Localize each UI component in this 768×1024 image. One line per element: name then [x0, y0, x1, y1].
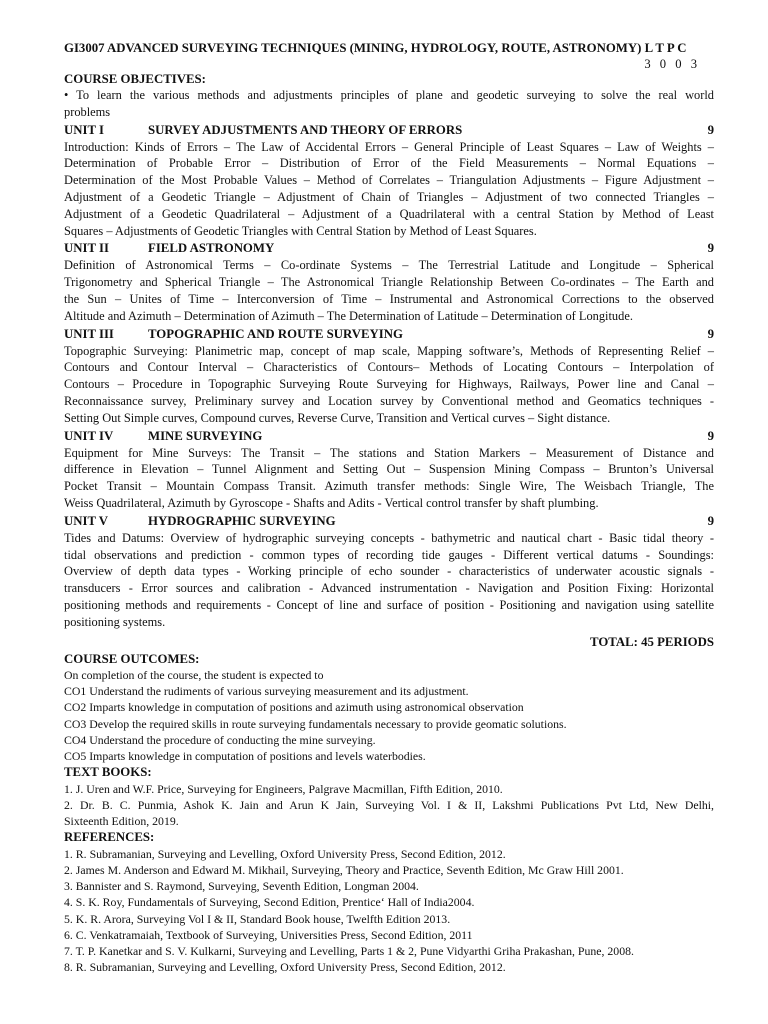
unit-content-line: positioning systems. [64, 614, 166, 629]
unit-number: UNIT IV [64, 428, 114, 443]
unit-content-line: Contours – Procedure in Topographic Surveying Route Surveying for Highways, Railways, Power line and Canal – [64, 377, 714, 392]
textbooks-heading: TEXT BOOKS: [64, 765, 152, 780]
unit-heading [64, 122, 714, 139]
unit-name: FIELD ASTRONOMY [148, 241, 275, 256]
unit-content [64, 530, 714, 631]
unit-content-line: Adjustment of a Geodetic Quadrilateral – Adjustment of a Quadrilateral with a central Station by Method of Least [64, 206, 714, 221]
unit-hours: 9 [707, 326, 714, 341]
unit-heading [64, 513, 714, 530]
outcome-item: CO4 Understand the procedure of conducting the mine surveying. [64, 732, 376, 747]
unit-hours: 9 [707, 513, 714, 528]
unit-number: UNIT II [64, 241, 109, 256]
unit-content [64, 139, 714, 240]
unit-number: UNIT III [64, 326, 114, 341]
unit-heading [64, 240, 714, 257]
reference-item: 7. T. P. Kanetkar and S. V. Kulkarni, Surveying and Levelling, Parts 1 & 2, Pune Vidyarthi Griha Prakashan, Pune, 2008. [64, 944, 634, 959]
textbook-item-cont: Sixteenth Edition, 2019. [64, 814, 179, 829]
reference-item: 2. James M. Anderson and Edward M. Mikhail, Surveying, Theory and Practice, Seventh Edition, Mc Graw Hill 2001. [64, 863, 624, 878]
unit-number: UNIT V [64, 513, 108, 528]
syllabus-page [64, 40, 714, 975]
unit-content [64, 343, 714, 427]
unit-content-line: Altitude and Azimuth – Determination of Azimuth – The Determination of Latitude – Determination of Longitude. [64, 308, 633, 323]
outcomes-heading: COURSE OUTCOMES: [64, 651, 200, 666]
unit-heading [64, 428, 714, 445]
ltpc-values: 3 0 0 3 [644, 56, 700, 71]
unit-content-line: Overview of depth data types - Working principle of echo sounder - characteristics of underwater acoustic signals - [64, 564, 714, 579]
unit-hours: 9 [707, 122, 714, 137]
unit-content-line: Reconnaissance survey, Preliminary survey and Location survey by Conventional method and Geomatics techniques - [64, 393, 714, 408]
unit-content-line: Topographic Surveying: Planimetric map, concept of map scale, Mapping software’s, Methods of Representing Relief – [64, 343, 714, 358]
reference-item: 3. Bannister and S. Raymond, Surveying, Seventh Edition, Longman 2004. [64, 879, 419, 894]
reference-item: 6. C. Venkatramaiah, Textbook of Surveying, Universities Press, Second Edition, 2011 [64, 927, 473, 942]
outcome-item: CO2 Imparts knowledge in computation of positions and azimuth using astronomical observation [64, 700, 524, 715]
unit-content-line: transducers - Error sources and calibration - Advanced instrumentation - Navigation and Position Fixing: Horizontal [64, 581, 714, 596]
unit-content-line: Squares – Adjustments of Geodetic Triangles with Central Station by Method of Least Squares. [64, 223, 537, 238]
textbook-item: 1. J. Uren and W.F. Price, Surveying for Engineers, Palgrave Macmillan, Fifth Edition, 2010. [64, 781, 503, 796]
unit-content-line: positioning methods and requirements - Concept of line and surface of position - Positioning and navigation using satellite [64, 597, 714, 612]
unit-content-line: Introduction: Kinds of Errors – The Law of Accidental Errors – General Principle of Least Squares – Law of Weights – [64, 139, 714, 154]
unit-hours: 9 [707, 241, 714, 256]
unit-content-line: Pocket Transit – Mountain Compass Transit. Azimuth transfer methods: Single Wire, The Weisbach Triangle, The [64, 479, 714, 494]
unit-name: MINE SURVEYING [148, 428, 263, 443]
unit-content [64, 257, 714, 324]
textbook-item: 2. Dr. B. C. Punmia, Ashok K. Jain and Arun K Jain, Surveying Vol. I & II, Lakshmi Publications Pvt Ltd, New Delhi, [64, 797, 714, 812]
unit-hours: 9 [707, 428, 714, 443]
unit-content-line: tidal observations and prediction - common types of recording tide gauges - Different vertical datums - Soundings: [64, 547, 714, 562]
unit-name: HYDROGRAPHIC SURVEYING [148, 513, 336, 528]
unit-content-line: Weiss Quadrilateral, Azimuth by Gyroscope - Shafts and Adits - Vertical control transfer by shaft plumbing. [64, 495, 599, 510]
outcome-item: CO1 Understand the rudiments of various surveying measurement and its adjustment. [64, 684, 469, 699]
unit-content-line: Tides and Datums: Overview of hydrographic surveying concepts - bathymetric and nautical chart - Basic tidal theory - [64, 530, 714, 545]
reference-item: 4. S. K. Roy, Fundamentals of Surveying, Second Edition, Prentice‘ Hall of India2004. [64, 895, 475, 910]
course-title: GI3007 ADVANCED SURVEYING TECHNIQUES (MINING, HYDROLOGY, ROUTE, ASTRONOMY) L T P C [64, 41, 687, 55]
unit-heading [64, 326, 714, 343]
total-periods: TOTAL: 45 PERIODS [590, 634, 714, 649]
unit-content-line: Definition of Astronomical Terms – Co-ordinate Systems – The Terrestrial Latitude and Longitude – Spherical [64, 258, 714, 273]
objective-line: problems [64, 104, 111, 119]
unit-name: TOPOGRAPHIC AND ROUTE SURVEYING [148, 326, 403, 341]
objectives-heading: COURSE OBJECTIVES: [64, 71, 206, 86]
unit-number: UNIT I [64, 122, 104, 137]
reference-item: 5. K. R. Arora, Surveying Vol I & II, Standard Book house, Twelfth Edition 2013. [64, 911, 451, 926]
reference-item: 8. R. Subramanian, Surveying and Levelling, Oxford University Press, Second Edition, 2012. [64, 960, 506, 975]
reference-item: 1. R. Subramanian, Surveying and Levelling, Oxford University Press, Second Edition, 2012. [64, 846, 506, 861]
unit-content-line: Contours and Contour Interval – Characteristics of Contours– Methods of Locating Contours – Interpolation of [64, 360, 714, 375]
unit-content [64, 445, 714, 512]
unit-content-line: Determination of Probable Error – Distribution of Error of the Field Measurements – Normal Equations – [64, 156, 714, 171]
unit-content-line: difference in Elevation – Tunnel Alignment and Setting Out – Suspension Mining Compass – Brunton’s Universal [64, 462, 714, 477]
unit-content-line: Determination of the Most Probable Values – Method of Correlates – Triangulation Adjustments – Figure Adjustment – [64, 173, 714, 188]
unit-content-line: the Sun – Unites of Time – Interconversion of Time – Instrumental and Astronomical Corrections to the observed [64, 291, 714, 306]
unit-content-line: Adjustment of a Geodetic Triangle – Adjustment of Chain of Triangles – Adjustment of two connected Triangles – [64, 189, 714, 204]
unit-content-line: Equipment for Mine Surveys: The Transit – The stations and Station Markers – Measurement of Distance and [64, 445, 714, 460]
units-section [64, 122, 714, 631]
unit-content-line: Setting Out Simple curves, Compound curves, Reverse Curve, Transition and Vertical curves – Sight distance. [64, 410, 611, 425]
outcome-item: CO5 Imparts knowledge in computation of positions and levels waterbodies. [64, 749, 426, 764]
references-heading: REFERENCES: [64, 830, 155, 845]
unit-content-line: Trigonometry and Spherical Triangle – The Astronomical Triangle Relationship Between Co-ordinates – The Earth and [64, 275, 714, 290]
objective-line: • To learn the various methods and adjustments principles of plane and geodetic surveying to solve the real world [64, 88, 714, 102]
outcome-item: CO3 Develop the required skills in route surveying fundamentals necessary to provide geomatic solutions. [64, 716, 567, 731]
unit-name: SURVEY ADJUSTMENTS AND THEORY OF ERRORS [148, 122, 463, 137]
outcomes-intro: On completion of the course, the student is expected to [64, 668, 324, 683]
